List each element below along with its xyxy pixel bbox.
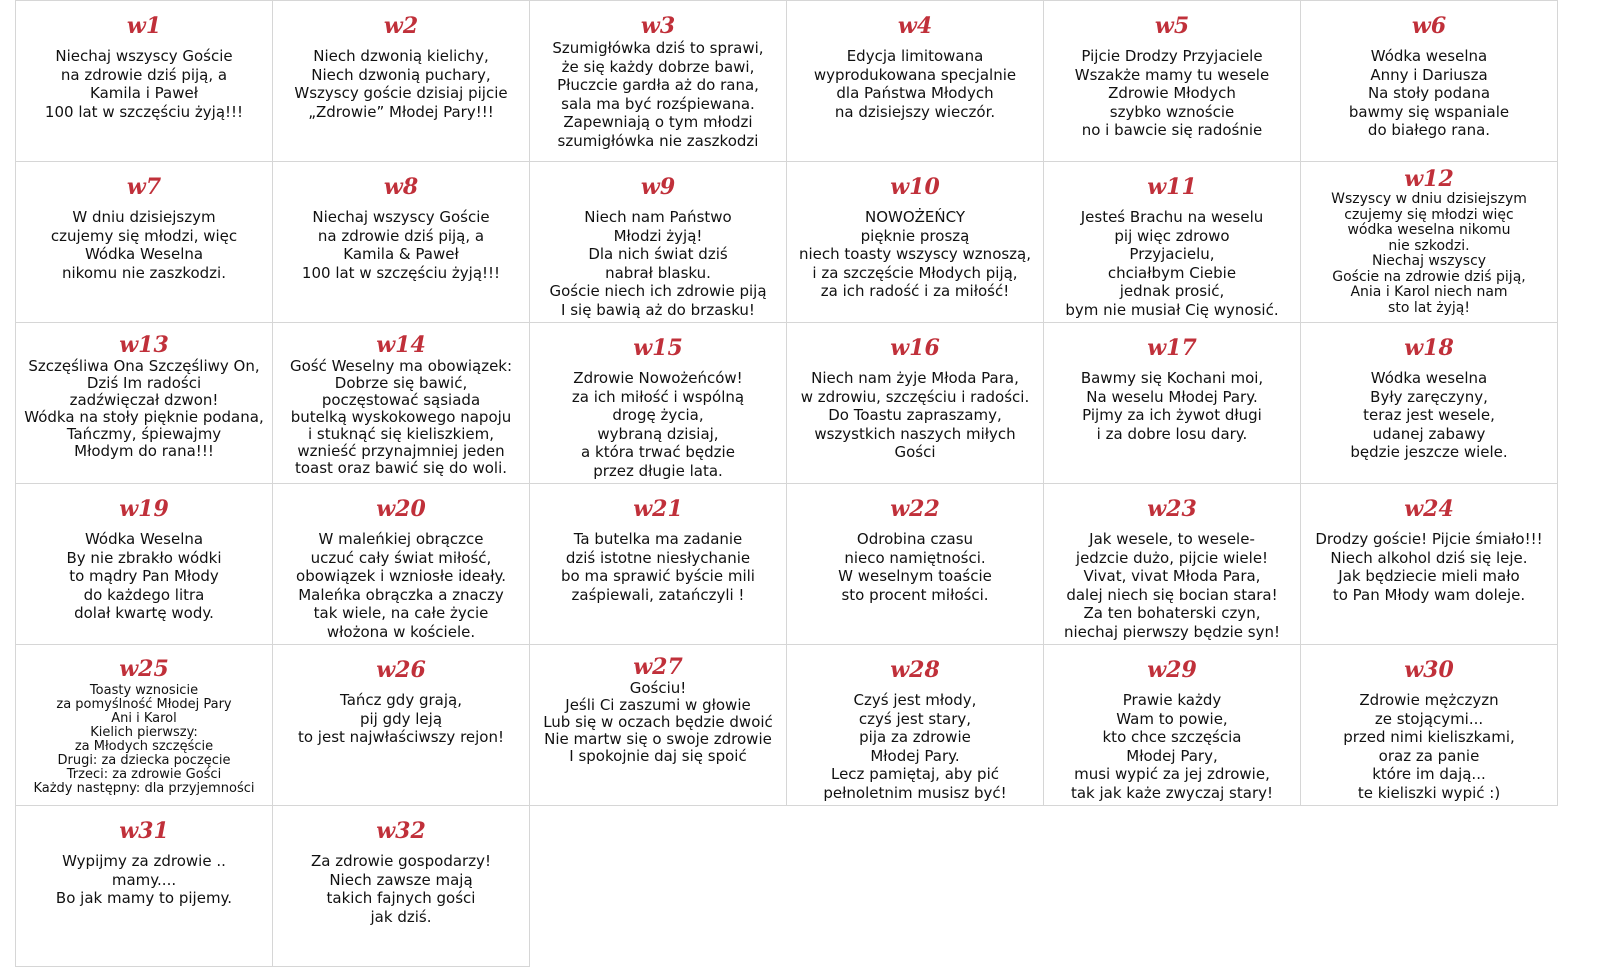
card-number: w8 (383, 174, 419, 200)
card-number: w23 (1147, 496, 1197, 522)
card-number: w15 (633, 335, 683, 361)
toast-verse: Zdrowie Nowożeńców! za ich miłość i wspólną drogę życia, wybraną dzisiaj, a która trwać będzie przez długie lata. (571, 369, 745, 480)
card-number: w2 (383, 13, 419, 39)
toast-verse: Niech dzwonią kielichy, Niech dzwonią puchary, Wszyscy goście dzisiaj pijcie „Zdrowie” Młodej Pary!!! (294, 47, 508, 121)
toast-verse: Wszyscy w dniu dzisiejszym czujemy się młodzi więc wódka weselna nikomu nie szkodzi. Niechaj wszyscy Goście na zdrowie dziś piją, Ania i Karol niech nam sto lat żyją! (1331, 191, 1527, 316)
card-number: w14 (376, 332, 426, 358)
toast-verse: Czyś jest młody, czyś jest stary, pija za zdrowie Młodej Pary. Lecz pamiętaj, aby pić pełnoletnim musisz być! (823, 691, 1007, 802)
card-number: w20 (376, 496, 426, 522)
card-number: w1 (126, 13, 162, 39)
toast-label-card (530, 162, 787, 323)
toast-label-card (16, 484, 273, 645)
toast-label-card (1044, 162, 1301, 323)
card-number: w5 (1154, 13, 1190, 39)
card-number: w13 (119, 332, 169, 358)
toast-label-card (1301, 1, 1558, 162)
toast-verse: Wódka weselna Były zaręczyny, teraz jest wesele, udanej zabawy będzie jeszcze wiele. (1350, 369, 1508, 461)
toast-verse: Bawmy się Kochani moi, Na weselu Młodej Pary. Pijmy za ich żywot długi i za dobre losu dary. (1080, 369, 1264, 443)
toast-label-card (273, 484, 530, 645)
card-number: w4 (897, 13, 933, 39)
toast-verse: Szumigłówka dziś to sprawi, że się każdy dobrze bawi, Płuczcie gardła aż do rana, sala ma być rozśpiewana. Zapewniają o tym młodzi szumigłówka nie zaszkodzi (552, 39, 764, 150)
toast-verse: Szczęśliwa Ona Szczęśliwy On, Dziś Im radości zadźwięczał dzwon! Wódka na stoły pięknie podana, Tańczmy, śpiewajmy Młodym do rana!!! (24, 357, 264, 460)
toast-verse: Niechaj wszyscy Goście na zdrowie dziś piją, a Kamila & Paweł 100 lat w szczęściu żyją!!! (301, 208, 501, 282)
toast-verse: Edycja limitowana wyprodukowana specjalnie dla Państwa Młodych na dzisiejszy wieczór. (813, 47, 1017, 121)
toast-label-card (787, 645, 1044, 806)
toast-verse: Jak wesele, to wesele- jedzcie dużo, pijcie wiele! Vivat, vivat Młoda Para, dalej niech się bocian stara! Za ten bohaterski czyn, niechaj pierwszy będzie syn! (1064, 530, 1280, 641)
toast-label-card (787, 1, 1044, 162)
card-number: w26 (376, 657, 426, 683)
toast-verse: Tańcz gdy grają, pij gdy leją to jest najwłaściwszy rejon! (297, 691, 505, 746)
card-number: w17 (1147, 335, 1197, 361)
toast-label-card (530, 484, 787, 645)
card-number: w7 (126, 174, 162, 200)
toast-label-card (16, 806, 273, 967)
card-number: w31 (119, 818, 169, 844)
toast-label-card (16, 162, 273, 323)
toast-label-card (273, 806, 530, 967)
toast-label-card (1044, 1, 1301, 162)
card-number: w3 (640, 13, 676, 39)
toast-label-card (16, 645, 273, 806)
toast-verse: NOWOŻEŃCY pięknie proszą niech toasty wszyscy wznoszą, i za szczęście Młodych piją, za ich radość i za miłość! (798, 208, 1032, 300)
toast-label-card (16, 323, 273, 484)
card-number: w19 (119, 496, 169, 522)
toast-verse: Toasty wznosicie za pomyślność Młodej Pary Ani i Karol Kielich pierwszy: za Młodych szczęście Drugi: za dziecka poczęcie Trzeci: za zdrowie Gości Każdy następny: dla przyjemności (33, 683, 255, 796)
card-number: w11 (1147, 174, 1197, 200)
toast-verse: Drodzy goście! Pijcie śmiało!!! Niech alkohol dziś się leje. Jak będziecie mieli mało to Pan Młody wam doleje. (1315, 530, 1543, 604)
toast-label-card (787, 484, 1044, 645)
toast-label-card (1044, 645, 1301, 806)
toast-verse: Prawie każdy Wam to powie, kto chce szczęścia Młodej Pary, musi wypić za jej zdrowie, tak jak każe zwyczaj stary! (1070, 691, 1274, 802)
toast-label-card (16, 1, 273, 162)
toast-label-card (530, 323, 787, 484)
toast-verse: Za zdrowie gospodarzy! Niech zawsze mają takich fajnych gości jak dziś. (311, 852, 491, 926)
toast-verse: Odrobina czasu nieco namiętności. W weselnym toaście sto procent miłości. (838, 530, 992, 604)
toast-label-card (273, 162, 530, 323)
card-number: w9 (640, 174, 676, 200)
toast-verse: Pijcie Drodzy Przyjaciele Wszakże mamy tu wesele Zdrowie Młodych szybko wznoście no i bawcie się radośnie (1074, 47, 1270, 139)
toast-label-card (1301, 323, 1558, 484)
toast-verse: W maleńkiej obrączce uczuć cały świat miłość, obowiązek i wzniosłe ideały. Maleńka obrączka a znaczy tak wiele, na całe życie włożona w kościele. (296, 530, 506, 641)
toast-label-card (1044, 323, 1301, 484)
toast-verse: Wódka Weselna By nie zbrakło wódki to mądry Pan Młody do każdego litra dolał kwartę wody. (66, 530, 222, 622)
toast-label-card (530, 645, 787, 806)
card-number: w16 (890, 335, 940, 361)
toast-verse: Gość Weselny ma obowiązek: Dobrze się bawić, poczęstować sąsiada butelką wyskokowego napoju i stuknąć się kieliszkiem, wznieść przynajmniej jeden toast oraz bawić się do woli. (289, 357, 513, 477)
card-number: w28 (890, 657, 940, 683)
toast-verse: W dniu dzisiejszym czujemy się młodzi, więc Wódka Weselna nikomu nie zaszkodzi. (50, 208, 238, 282)
toast-verse: Ta butelka ma zadanie dziś istotne niesłychanie bo ma sprawić byście mili zaśpiewali, zatańczyli ! (561, 530, 755, 604)
card-number: w21 (633, 496, 683, 522)
toast-label-card (530, 1, 787, 162)
card-number: w24 (1404, 496, 1454, 522)
toast-label-card (1301, 484, 1558, 645)
toast-label-card (787, 323, 1044, 484)
card-number: w27 (633, 654, 683, 680)
toast-label-card (273, 645, 530, 806)
card-number: w18 (1404, 335, 1454, 361)
toast-label-card (273, 1, 530, 162)
toast-label-card (1044, 484, 1301, 645)
toast-verse: Zdrowie mężczyzn ze stojącymi... przed nimi kieliszkami, oraz za panie które im dają... te kieliszki wypić :) (1343, 691, 1515, 802)
toast-verse: Wódka weselna Anny i Dariusza Na stoły podana bawmy się wspaniale do białego rana. (1348, 47, 1510, 139)
toast-label-card (787, 162, 1044, 323)
toast-label-sheet (15, 0, 1558, 967)
toast-verse: Niech nam żyje Młoda Para, w zdrowiu, szczęściu i radości. Do Toastu zapraszamy, wszystkich naszych miłych Gości (800, 369, 1030, 461)
toast-label-card (1301, 162, 1558, 323)
toast-verse: Niech nam Państwo Młodzi żyją! Dla nich świat dziś nabrał blasku. Goście niech ich zdrowie piją I się bawią aż do brzasku! (549, 208, 767, 319)
card-number: w6 (1411, 13, 1447, 39)
toast-label-card (273, 323, 530, 484)
toast-verse: Jesteś Brachu na weselu pij więc zdrowo Przyjacielu, chciałbym Ciebie jednak prosić, bym nie musiał Cię wynosić. (1065, 208, 1279, 319)
toast-verse: Gościu! Jeśli Ci zaszumi w głowie Lub się w oczach będzie dwoić Nie martw się o swoje zdrowie I spokojnie daj się spoić (543, 679, 773, 765)
card-number: w25 (119, 656, 169, 682)
card-number: w30 (1404, 657, 1454, 683)
card-number: w10 (890, 174, 940, 200)
card-number: w29 (1147, 657, 1197, 683)
card-number: w12 (1404, 166, 1454, 192)
card-number: w32 (376, 818, 426, 844)
card-number: w22 (890, 496, 940, 522)
toast-verse: Niechaj wszyscy Goście na zdrowie dziś piją, a Kamila i Paweł 100 lat w szczęściu żyją!!! (44, 47, 244, 121)
toast-label-card (1301, 645, 1558, 806)
toast-verse: Wypijmy za zdrowie .. mamy.... Bo jak mamy to pijemy. (55, 852, 233, 907)
